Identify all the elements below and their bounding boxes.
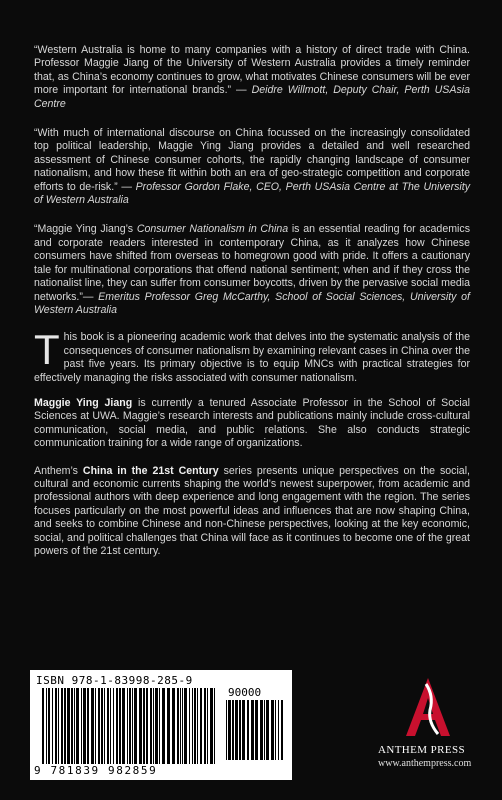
barcode-bar (55, 688, 57, 764)
barcode-bar (247, 700, 249, 760)
book-title: Consumer Nationalism in China (136, 223, 289, 236)
series-blurb: Anthem’s China in the 21st Century series presents unique perspectives on the social, cultural and economic currents shaping the world’s newest superpower, from academic and professional authors with deep experience and long engagement with the region. The series focuses particularly on the most powerful ideas and influences that are now shaping China, and seeks to combine Chinese and non-Chinese perspectives, looking at the key economic, social, and political challenges that China will face as it continues to become one of the great powers of the 21st century. (34, 464, 470, 557)
barcode-bar (167, 688, 170, 764)
barcode-bar (278, 700, 279, 760)
barcode-bar (83, 688, 86, 764)
barcode-bar (177, 688, 179, 764)
barcode-bar (81, 688, 82, 764)
quote-flake: “With much of international discourse on China focussed on the increasingly consolidated top political leadership, Maggie Ying Jiang provides a detailed and well researched assessment of Chinese consumer cohorts, the rapidly changing landscape of consumer nationalism, and how these fit within both an era of geo-strategic competition and corporate efforts to de-risk.” — Professor Gordon Flake, CEO, Perth USAsia Centre at The University of Western Australia (34, 127, 470, 207)
isbn-barcode (30, 670, 292, 780)
barcode-bar (239, 700, 241, 760)
price-code: 90000 (228, 686, 262, 699)
barcode-bar (98, 688, 100, 764)
barcode-bar (155, 688, 158, 764)
barcode-bar (228, 700, 231, 760)
barcode-bar (127, 688, 128, 764)
barcode-bar (74, 688, 75, 764)
barcode-bar (110, 688, 111, 764)
barcode-bar (251, 700, 254, 760)
barcode-bar (242, 700, 245, 760)
series-name: China in the 21st Century (82, 464, 219, 477)
barcode-bar (264, 700, 265, 760)
quote-attribution: Deidre Willmott, Deputy Chair, Perth USAsia Centre (34, 84, 470, 110)
publisher-url: www.anthempress.com (378, 758, 472, 769)
barcode-bar (197, 688, 198, 764)
barcode-bars (42, 688, 218, 764)
barcode-bar (153, 688, 154, 764)
barcode-bar (159, 688, 160, 764)
barcode-bar (180, 688, 181, 764)
barcode-bar (192, 688, 193, 764)
barcode-bar (61, 688, 63, 764)
barcode-bar (107, 688, 109, 764)
barcode-bar (204, 688, 206, 764)
barcode-bar (129, 688, 131, 764)
publisher-name: ANTHEM PRESS (378, 744, 466, 756)
barcode-bar (232, 700, 234, 760)
isbn-label: ISBN 978-1-83998-285-9 (36, 674, 193, 687)
barcode-bar (255, 700, 258, 760)
barcode-bar (281, 700, 283, 760)
barcode-bar (42, 688, 44, 764)
drop-cap: T (34, 326, 60, 374)
publisher-logo (378, 676, 498, 769)
barcode-bar (266, 700, 269, 760)
quote-mccarthy: “Maggie Ying Jiang’s Consumer Nationalism in China is an essential reading for academics and corporate readers interested in contemporary China, as it analyzes how Chinese consumers have shifted from overseas to homegrown good with pride. It offers a cautionary tale for multinational corporations that offend national sentiment; when and if they cross the nationalist line, they can suffer from consumer boycotts, driven by the pervasive social media networks.”— Emeritus Professor Greg McCarthy, School of Social Sciences, University of Western Australia (34, 223, 470, 316)
barcode-bar (200, 688, 202, 764)
barcode-bar (214, 688, 215, 764)
barcode-bar (275, 700, 276, 760)
barcode-bar (116, 688, 118, 764)
back-cover-text (34, 44, 470, 558)
barcode-bar (260, 700, 263, 760)
barcode-bar (146, 688, 148, 764)
quote-willmott: “Western Australia is home to many companies with a history of direct trade with China. Professor Maggie Jiang of the University of Western Australia provides a timely reminder that, as China’s economy continues to grow, what motivates Chinese consumers will be ever more important for international brands.” — Deidre Willmott, Deputy Chair, Perth USAsia Centre (34, 44, 470, 110)
barcode-bar (194, 688, 196, 764)
barcode-bar (113, 688, 114, 764)
barcode-bar (162, 688, 165, 764)
barcode-bar (132, 688, 133, 764)
barcode-bar (226, 700, 227, 760)
barcode-bar (46, 688, 47, 764)
barcode-bar (150, 688, 152, 764)
barcode-bar (64, 688, 66, 764)
barcode-bar (71, 688, 73, 764)
barcode-bar (134, 688, 137, 764)
barcode-bar (119, 688, 121, 764)
barcode-bar (184, 688, 187, 764)
author-name: Maggie Ying Jiang (34, 396, 133, 409)
barcode-bar (139, 688, 142, 764)
barcode-bar (91, 688, 94, 764)
barcode-bar (189, 688, 190, 764)
book-description: This book is a pioneering academic work that delves into the systematic analysis of the consequences of consumer nationalism by examining relevant cases in China over the past five years. Its primary objective is to equip MNCs with practical strategies for effectively managing the risks associated with consumer nationalism. (34, 326, 470, 384)
barcode-bar (67, 688, 70, 764)
barcode-bar (101, 688, 103, 764)
barcode-bar (182, 688, 183, 764)
barcode-bar (235, 700, 238, 760)
barcode-bar (76, 688, 79, 764)
anthem-a-logo-icon (400, 676, 456, 740)
barcode-bar (122, 688, 125, 764)
ean-digits: 9 781839 982859 (34, 764, 158, 777)
quote-attribution: Emeritus Professor Greg McCarthy, School of Social Sciences, University of Western Australia (34, 290, 470, 316)
barcode-bar (207, 688, 208, 764)
barcode-bar (95, 688, 96, 764)
barcode-bar (104, 688, 105, 764)
author-bio: Maggie Ying Jiang is currently a tenured Associate Professor in the School of Social Sciences at UWA. Maggie’s research interests and publications mainly include cross-cultural communication, social media, and public relations. She also conducts strategic communication training for a wide range of organizations. (34, 396, 470, 450)
quote-attribution: Professor Gordon Flake, CEO, Perth USAsia Centre at The University of Western Australia (34, 180, 470, 207)
barcode-bar (87, 688, 89, 764)
barcode-bar (172, 688, 175, 764)
price-barcode-bars (226, 700, 284, 760)
barcode-bar (210, 688, 213, 764)
barcode-bar (271, 700, 274, 760)
barcode-bar (52, 688, 53, 764)
barcode-bar (143, 688, 145, 764)
barcode-bar (48, 688, 50, 764)
barcode-bar (58, 688, 59, 764)
